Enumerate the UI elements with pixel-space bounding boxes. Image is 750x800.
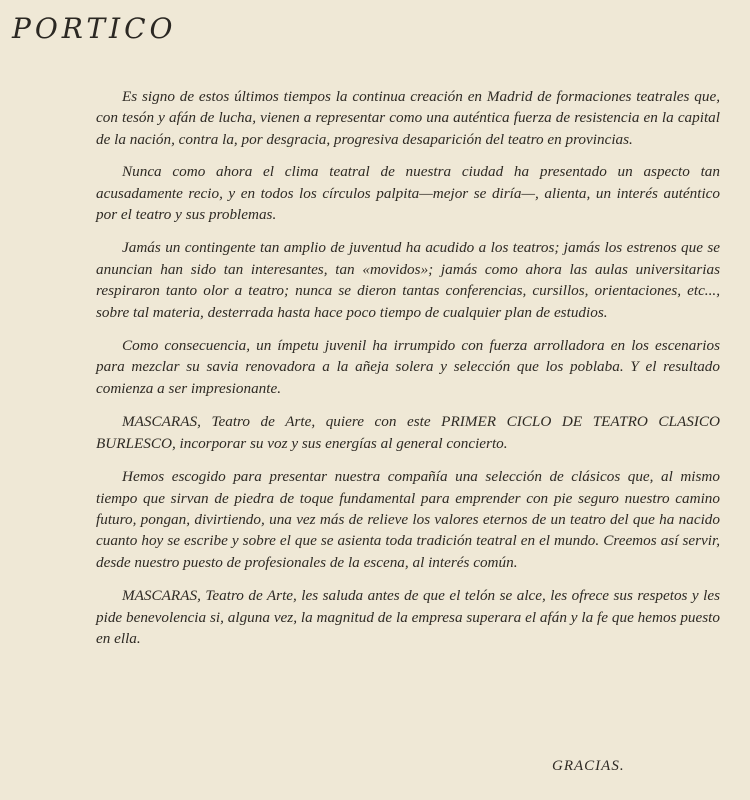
paragraph: Jamás un contingente tan amplio de juventud ha acudido a los teatros; jamás los estrenos que se anuncian han sido tan interesantes, tan «movidos»; jamás como ahora las aulas universitarias respiraron tanto olor a teatro; nunca se dieron tantas conferencias, cursillos, orientaciones, etc..., sobre tal materia, desterrada hasta hace poco tiempo de cualquier plan de estudios. (96, 239, 720, 321)
paragraph: Es signo de estos últimos tiempos la continua creación en Madrid de formaciones teatrales que, con tesón y afán de lucha, vienen a representar como una auténtica fuerza de resistencia en la capital de la nación, contra la, por desgracia, progresiva desaparición del teatro en provincias. (96, 88, 720, 148)
paragraph: Hemos escogido para presentar nuestra compañía una selección de clásicos que, al mismo tiempo que sirvan de piedra de toque fundamental para emprender con pie seguro nuestro camino futuro, pongan, divirtiendo, una vez más de relieve los valores eternos de un teatro del que ha nacido cuanto hoy se escribe y sobre el que se asienta toda tradición teatral en el mundo. Creemos así servir, desde nuestro puesto de profesionales de la escena, al interés común. (96, 468, 720, 571)
page-title: PORTICO (12, 12, 177, 45)
paragraph: MASCARAS, Teatro de Arte, les saluda antes de que el telón se alce, les ofrece sus respetos y les pide benevolencia si, alguna vez, la magnitud de la empresa superara el afán y la fe que hemos puesto en ella. (96, 587, 720, 647)
paragraph: Como consecuencia, un ímpetu juvenil ha irrumpido con fuerza arrolladora en los escenarios para mezclar su savia renovadora a la añeja solera y selección que los poblaba. Y el resultado comienza a ser impresionante. (96, 337, 720, 397)
paragraph: MASCARAS, Teatro de Arte, quiere con este PRIMER CICLO DE TEATRO CLASICO BURLESCO, incorporar su voz y sus energías al general concierto. (96, 413, 720, 452)
document-body (96, 86, 720, 661)
paragraph: Nunca como ahora el clima teatral de nuestra ciudad ha presentado un aspecto tan acusadamente recio, y en todos los círculos palpita—mejor se diría—, alienta, un interés auténtico por el teatro y sus problemas. (96, 163, 720, 224)
closing-signoff: GRACIAS. (552, 758, 625, 774)
